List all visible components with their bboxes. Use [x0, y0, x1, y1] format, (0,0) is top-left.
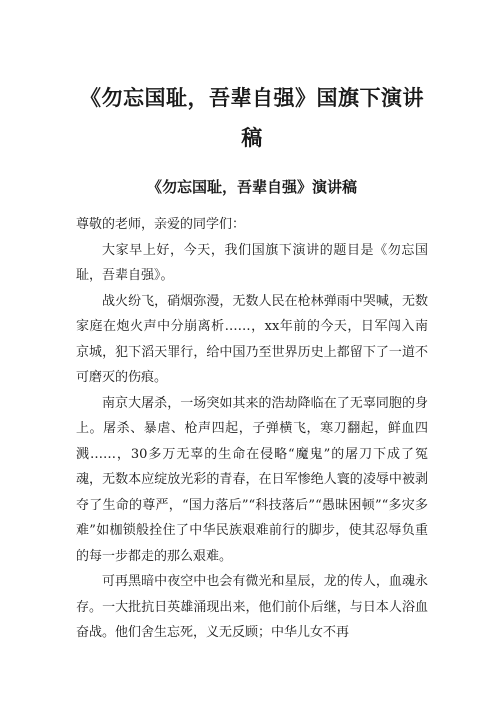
page-bottom-fade	[0, 687, 500, 707]
paragraph-massacre: 南京大屠杀，一场突如其来的浩劫降临在了无辜同胞的身上。屠杀、暴虐、枪声四起，子弹横飞，寒刀翻起，鲜血四溅……，30多万无辜的生命在侵略“魔鬼”的屠刀下成了冤魂，无数本应绽放光彩的青春，在日军惨绝人寰的凌辱中被剥夺了生命的尊严，“国力落后”“科技落后”“愚昧困顿”“多灾多难”如枷锁般拴住了中华民族艰难前行的脚步，使其忍辱负重的每一步都走的那么艰难。	[76, 395, 428, 564]
document-body	[76, 212, 428, 646]
paragraph-greeting: 大家早上好，今天，我们国旗下演讲的题目是《勿忘国耻，吾辈自强》。	[76, 242, 428, 283]
paragraph-war: 战火纷飞，硝烟弥漫，无数人民在枪林弹雨中哭喊，无数家庭在炮火声中分崩离析……，xx年前的今天，日军闯入南京城，犯下滔天罪行，给中国乃至世界历史上都留下了一道不可磨灭的伤痕。	[76, 293, 428, 385]
document-title: 《勿忘国耻，吾辈自强》国旗下演讲稿	[80, 86, 424, 150]
salutation: 尊敬的老师，亲爱的同学们：	[76, 217, 246, 232]
document-subtitle: 《勿忘国耻，吾辈自强》演讲稿	[146, 178, 357, 196]
paragraph-heroes: 可再黑暗中夜空中也会有微光和星辰，龙的传人，血魂永存。一大批抗日英雄涌现出来，他们前仆后继，与日本人浴血奋战。他们舍生忘死，义无反顾；中华儿女不再	[76, 574, 428, 640]
